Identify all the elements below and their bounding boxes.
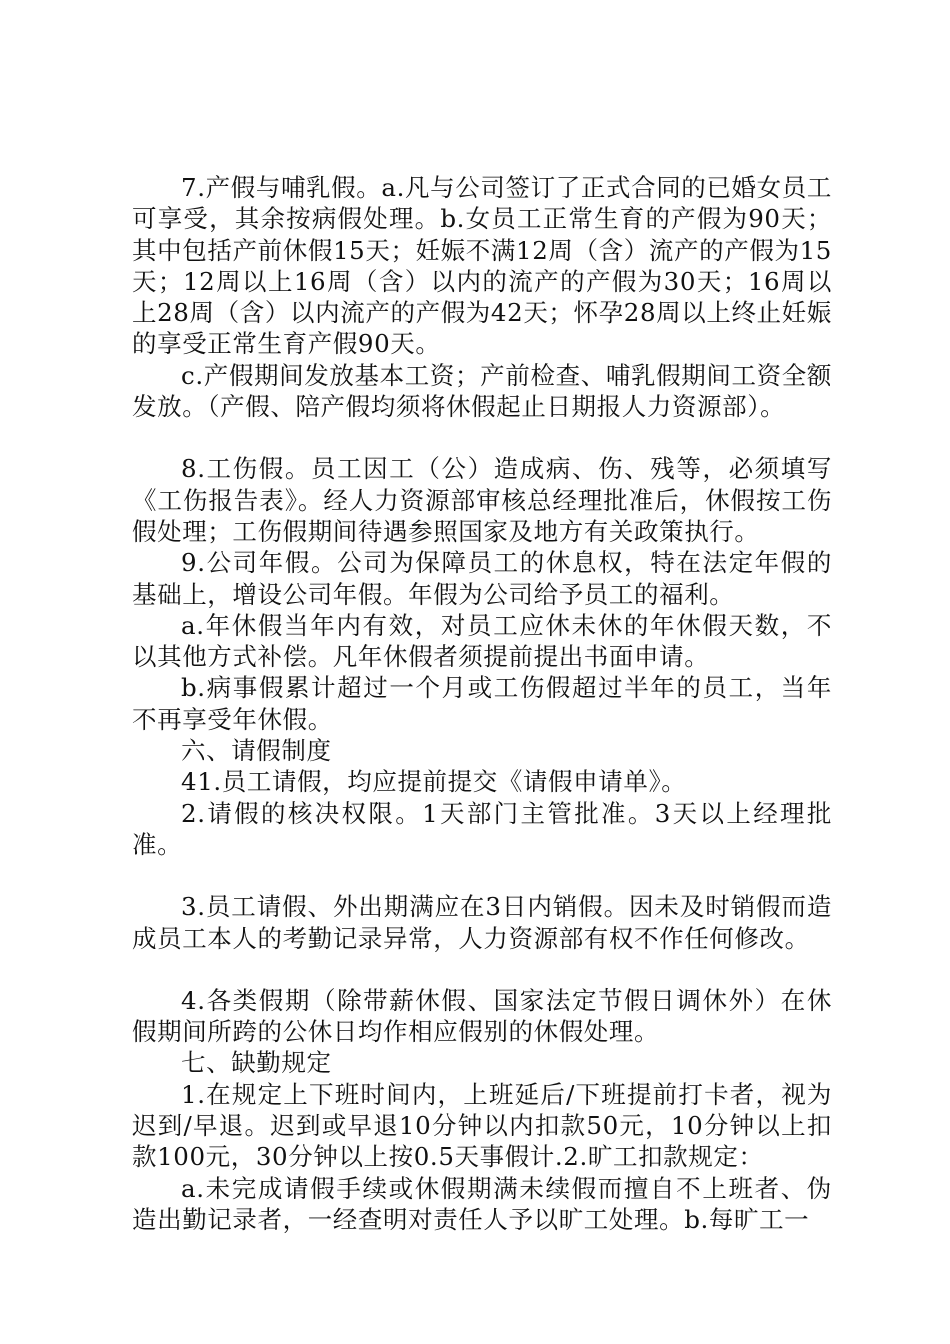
paragraph-annual-leave-a: a.年休假当年内有效，对员工应休未休的年休假天数，不以其他方式补偿。凡年休假者须提前提出书面申请。	[132, 610, 832, 672]
paragraph-holiday-handling: 4.各类假期（除带薪休假、国家法定节假日调休外）在休假期间所跨的公休日均作相应假别的休假处理。	[132, 985, 832, 1047]
paragraph-maternity-pay: c.产假期间发放基本工资；产前检查、哺乳假期间工资全额发放。（产假、陪产假均须将休假起止日期报人力资源部）。	[132, 360, 832, 422]
section-heading-leave-policy: 六、请假制度	[181, 736, 332, 766]
paragraph-gap	[132, 954, 832, 985]
document-body	[132, 172, 832, 1235]
paragraph-leave-cancellation: 3.员工请假、外出期满应在3日内销假。因未及时销假而造成员工本人的考勤记录异常，人力资源部有权不作任何修改。	[132, 892, 832, 953]
section-heading-absence-rules: 七、缺勤规定	[181, 1048, 332, 1078]
paragraph-work-injury-leave: 8.工伤假。员工因工（公）造成病、伤、残等，必须填写《工伤报告表》。经人力资源部审核总经理批准后，休假按工伤假处理；工伤假期间待遇参照国家及地方有关政策执行。	[132, 454, 832, 546]
paragraph-gap	[132, 422, 832, 453]
paragraph-approval-authority: 2.请假的核决权限。1天部门主管批准。3天以上经理批准。	[132, 798, 832, 859]
paragraph-annual-leave-b: b.病事假累计超过一个月或工伤假超过半年的员工，当年不再享受年休假。	[132, 673, 832, 734]
paragraph-absenteeism-rules: a.未完成请假手续或休假期满未续假而擅自不上班者、伪造出勤记录者，一经查明对责任人予以旷工处理。b.每旷工一	[132, 1173, 832, 1234]
paragraph-leave-request: 41.员工请假，均应提前提交《请假申请单》。	[181, 767, 687, 797]
paragraph-gap	[132, 860, 832, 891]
paragraph-late-early-rules: 1.在规定上下班时间内，上班延后/下班提前打卡者，视为迟到/早退。迟到或早退10分钟以内扣款50元，10分钟以上扣款100元，30分钟以上按0.5天事假计.2.旷工扣款规定：	[132, 1079, 832, 1172]
paragraph-annual-leave: 9.公司年假。公司为保障员工的休息权，特在法定年假的基础上，增设公司年假。年假为公司给予员工的福利。	[132, 548, 832, 609]
paragraph-maternity-leave: 7.产假与哺乳假。a.凡与公司签订了正式合同的已婚女员工可享受，其余按病假处理。b.女员工正常生育的产假为90天；其中包括产前休假15天；妊娠不满12周（含）流产的产假为15天；12周以上16周（含）以内的流产的产假为30天；16周以上28周（含）以内流产的产假为42天；怀孕28周以上终止妊娠的享受正常生育产假90天。	[132, 173, 832, 359]
